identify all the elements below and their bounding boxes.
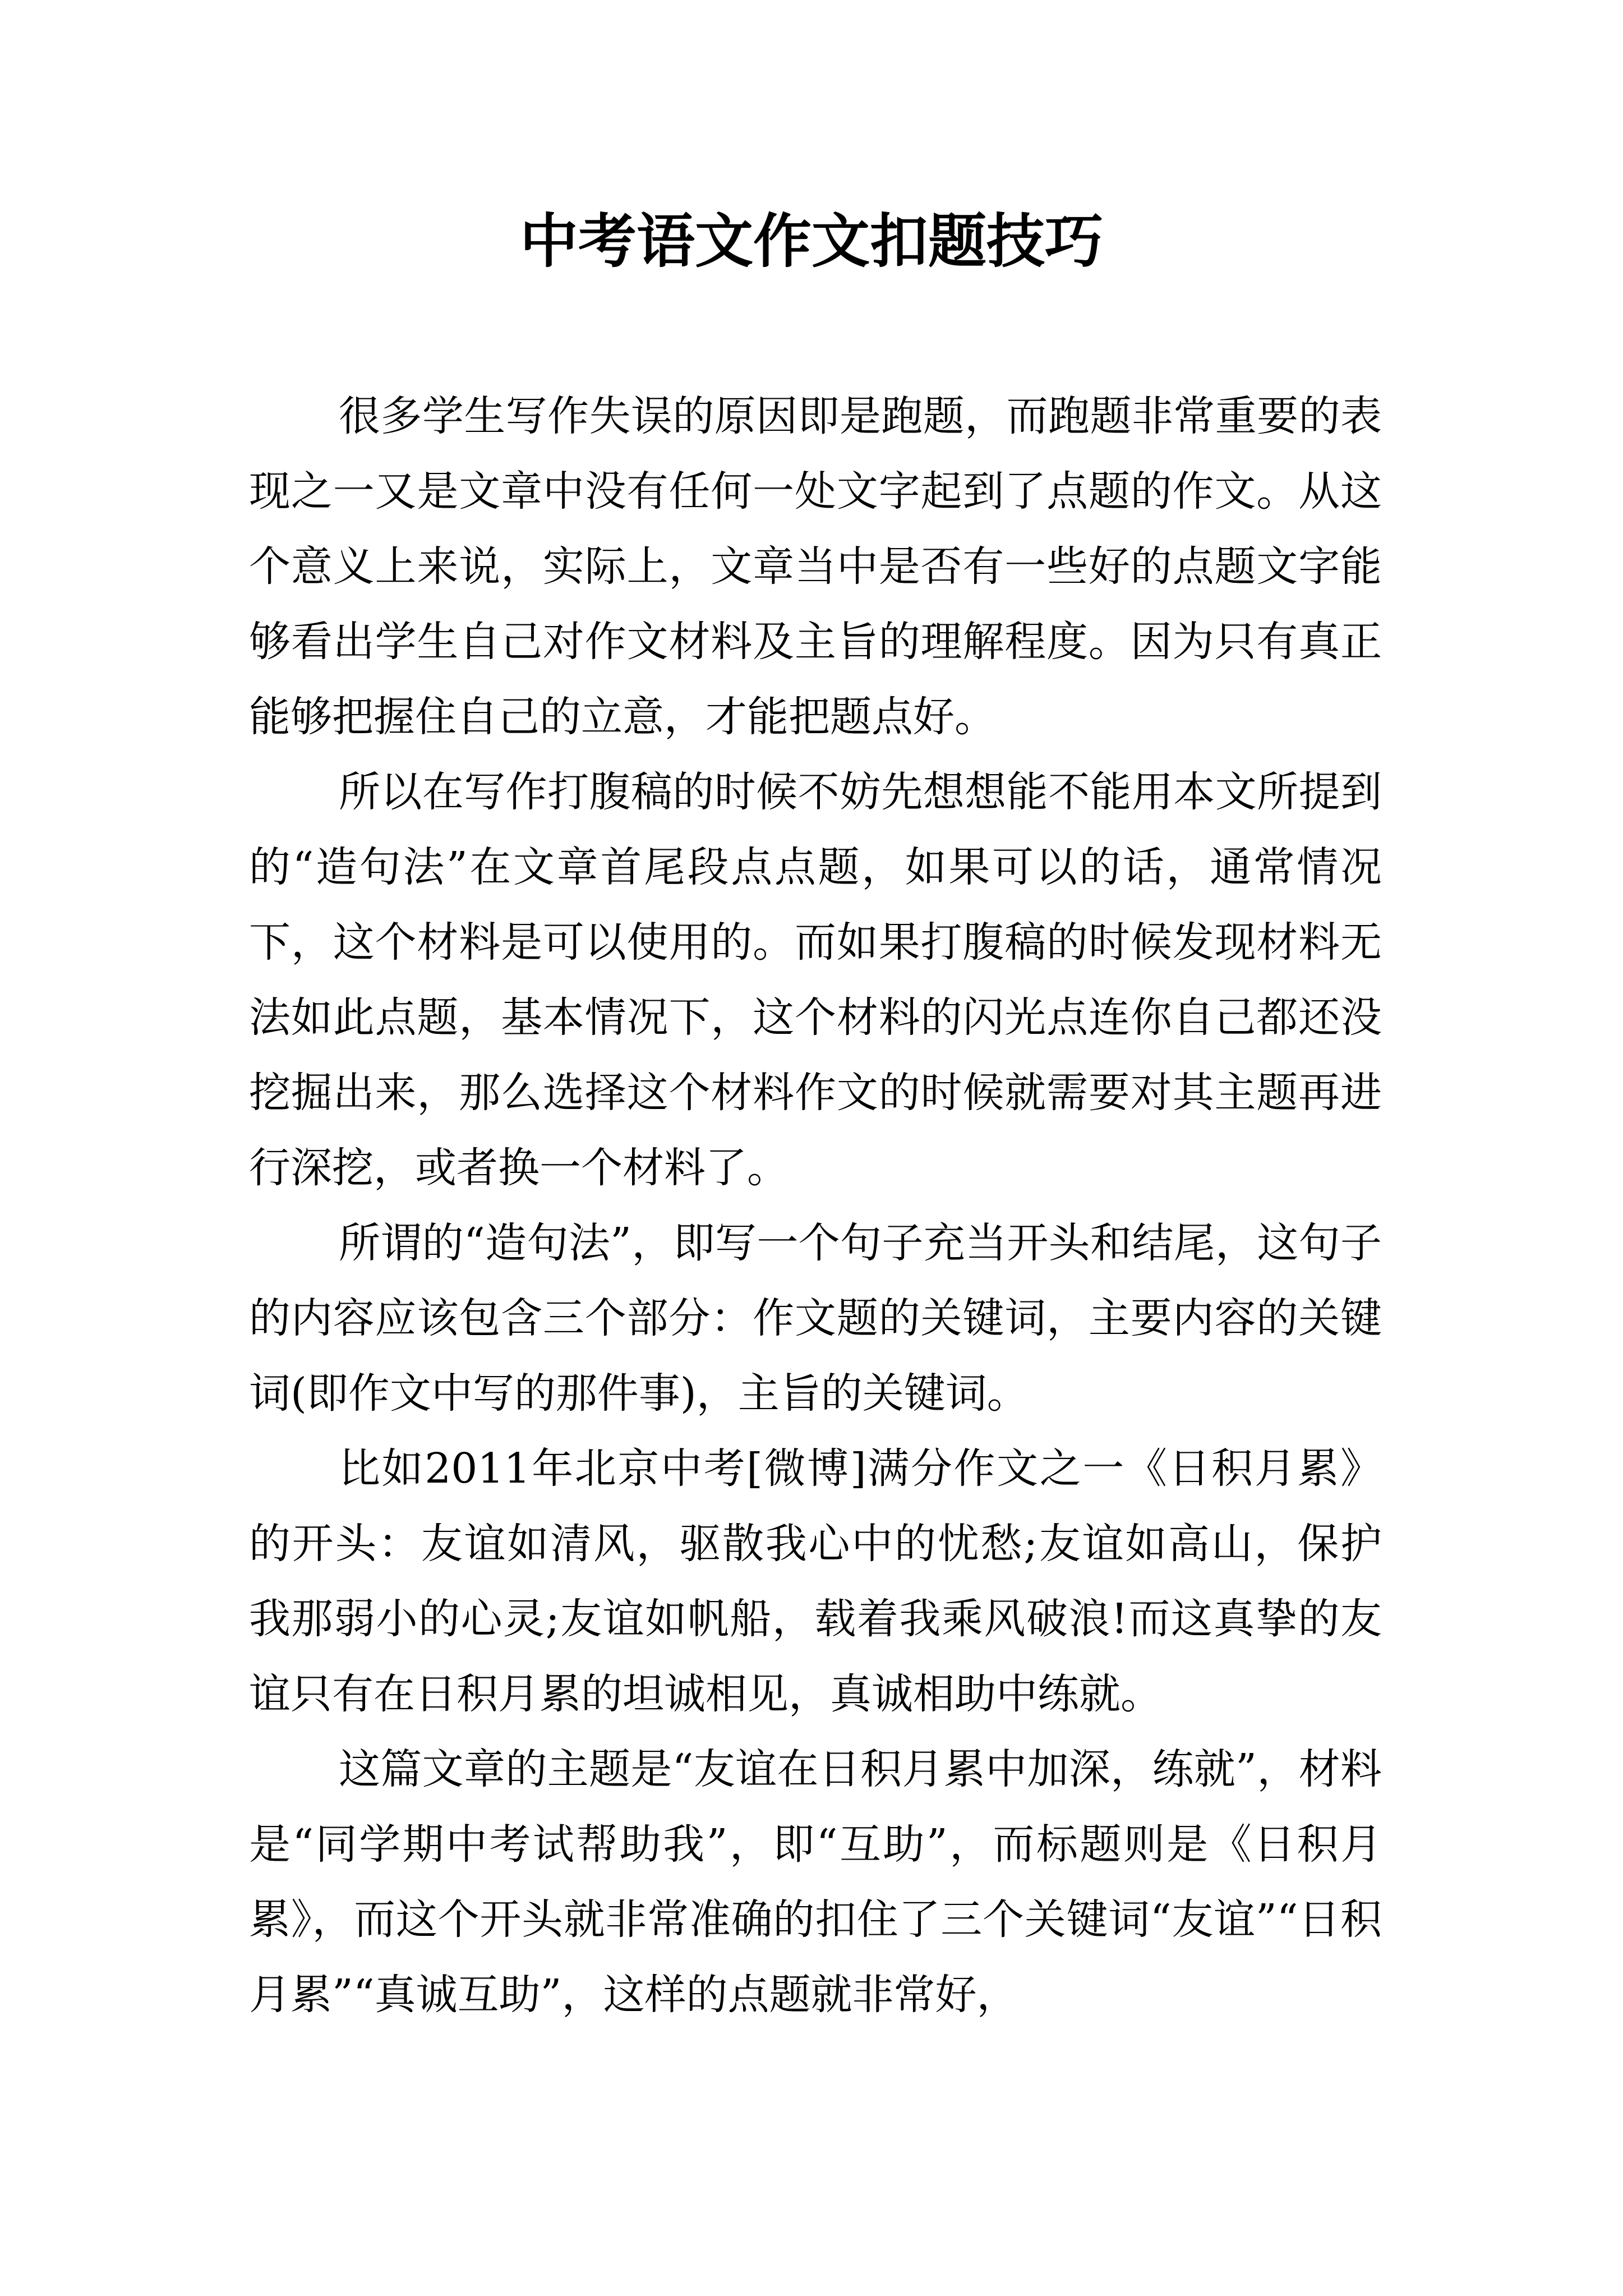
paragraph: 这篇文章的主题是“友谊在日积月累中加深，练就”，材料是“同学期中考试帮助我”，即“互助”，而标题则是《日积月累》，而这个开头就非常准确的扣住了三个关键词“友谊”“日积月累”“真诚互助”，这样的点题就非常好， [249,1745,1382,2019]
paragraph: 所谓的“造句法”，即写一个句子充当开头和结尾，这句子的内容应该包含三个部分：作文题的关键词，主要内容的关键词(即作文中写的那件事)，主旨的关键词。 [249,1219,1382,1418]
document-title: 中考语文作文扣题技巧 [519,207,1103,275]
paragraph: 很多学生写作失误的原因即是跑题，而跑题非常重要的表现之一又是文章中没有任何一处文字起到了点题的作文。从这个意义上来说，实际上，文章当中是否有一些好的点题文字能够看出学生自己对作文材料及主旨的理解程度。因为只有真正能够把握住自己的立意，才能把题点好。 [249,392,1382,741]
document-body [249,379,1382,2032]
paragraph: 所以在写作打腹稿的时候不妨先想想能不能用本文所提到的“造句法”在文章首尾段点点题，如果可以的话，通常情况下，这个材料是可以使用的。而如果打腹稿的时候发现材料无法如此点题，基本情况下，这个材料的闪光点连你自己都还没挖掘出来，那么选择这个材料作文的时候就需要对其主题再进行深挖，或者换一个材料了。 [249,768,1382,1192]
paragraph: 比如2011年北京中考[微博]满分作文之一《日积月累》的开头：友谊如清风，驱散我心中的忧愁;友谊如高山，保护我那弱小的心灵;友谊如帆船，载着我乘风破浪!而这真挚的友谊只有在日积月累的坦诚相见，真诚相助中练就。 [249,1444,1382,1718]
